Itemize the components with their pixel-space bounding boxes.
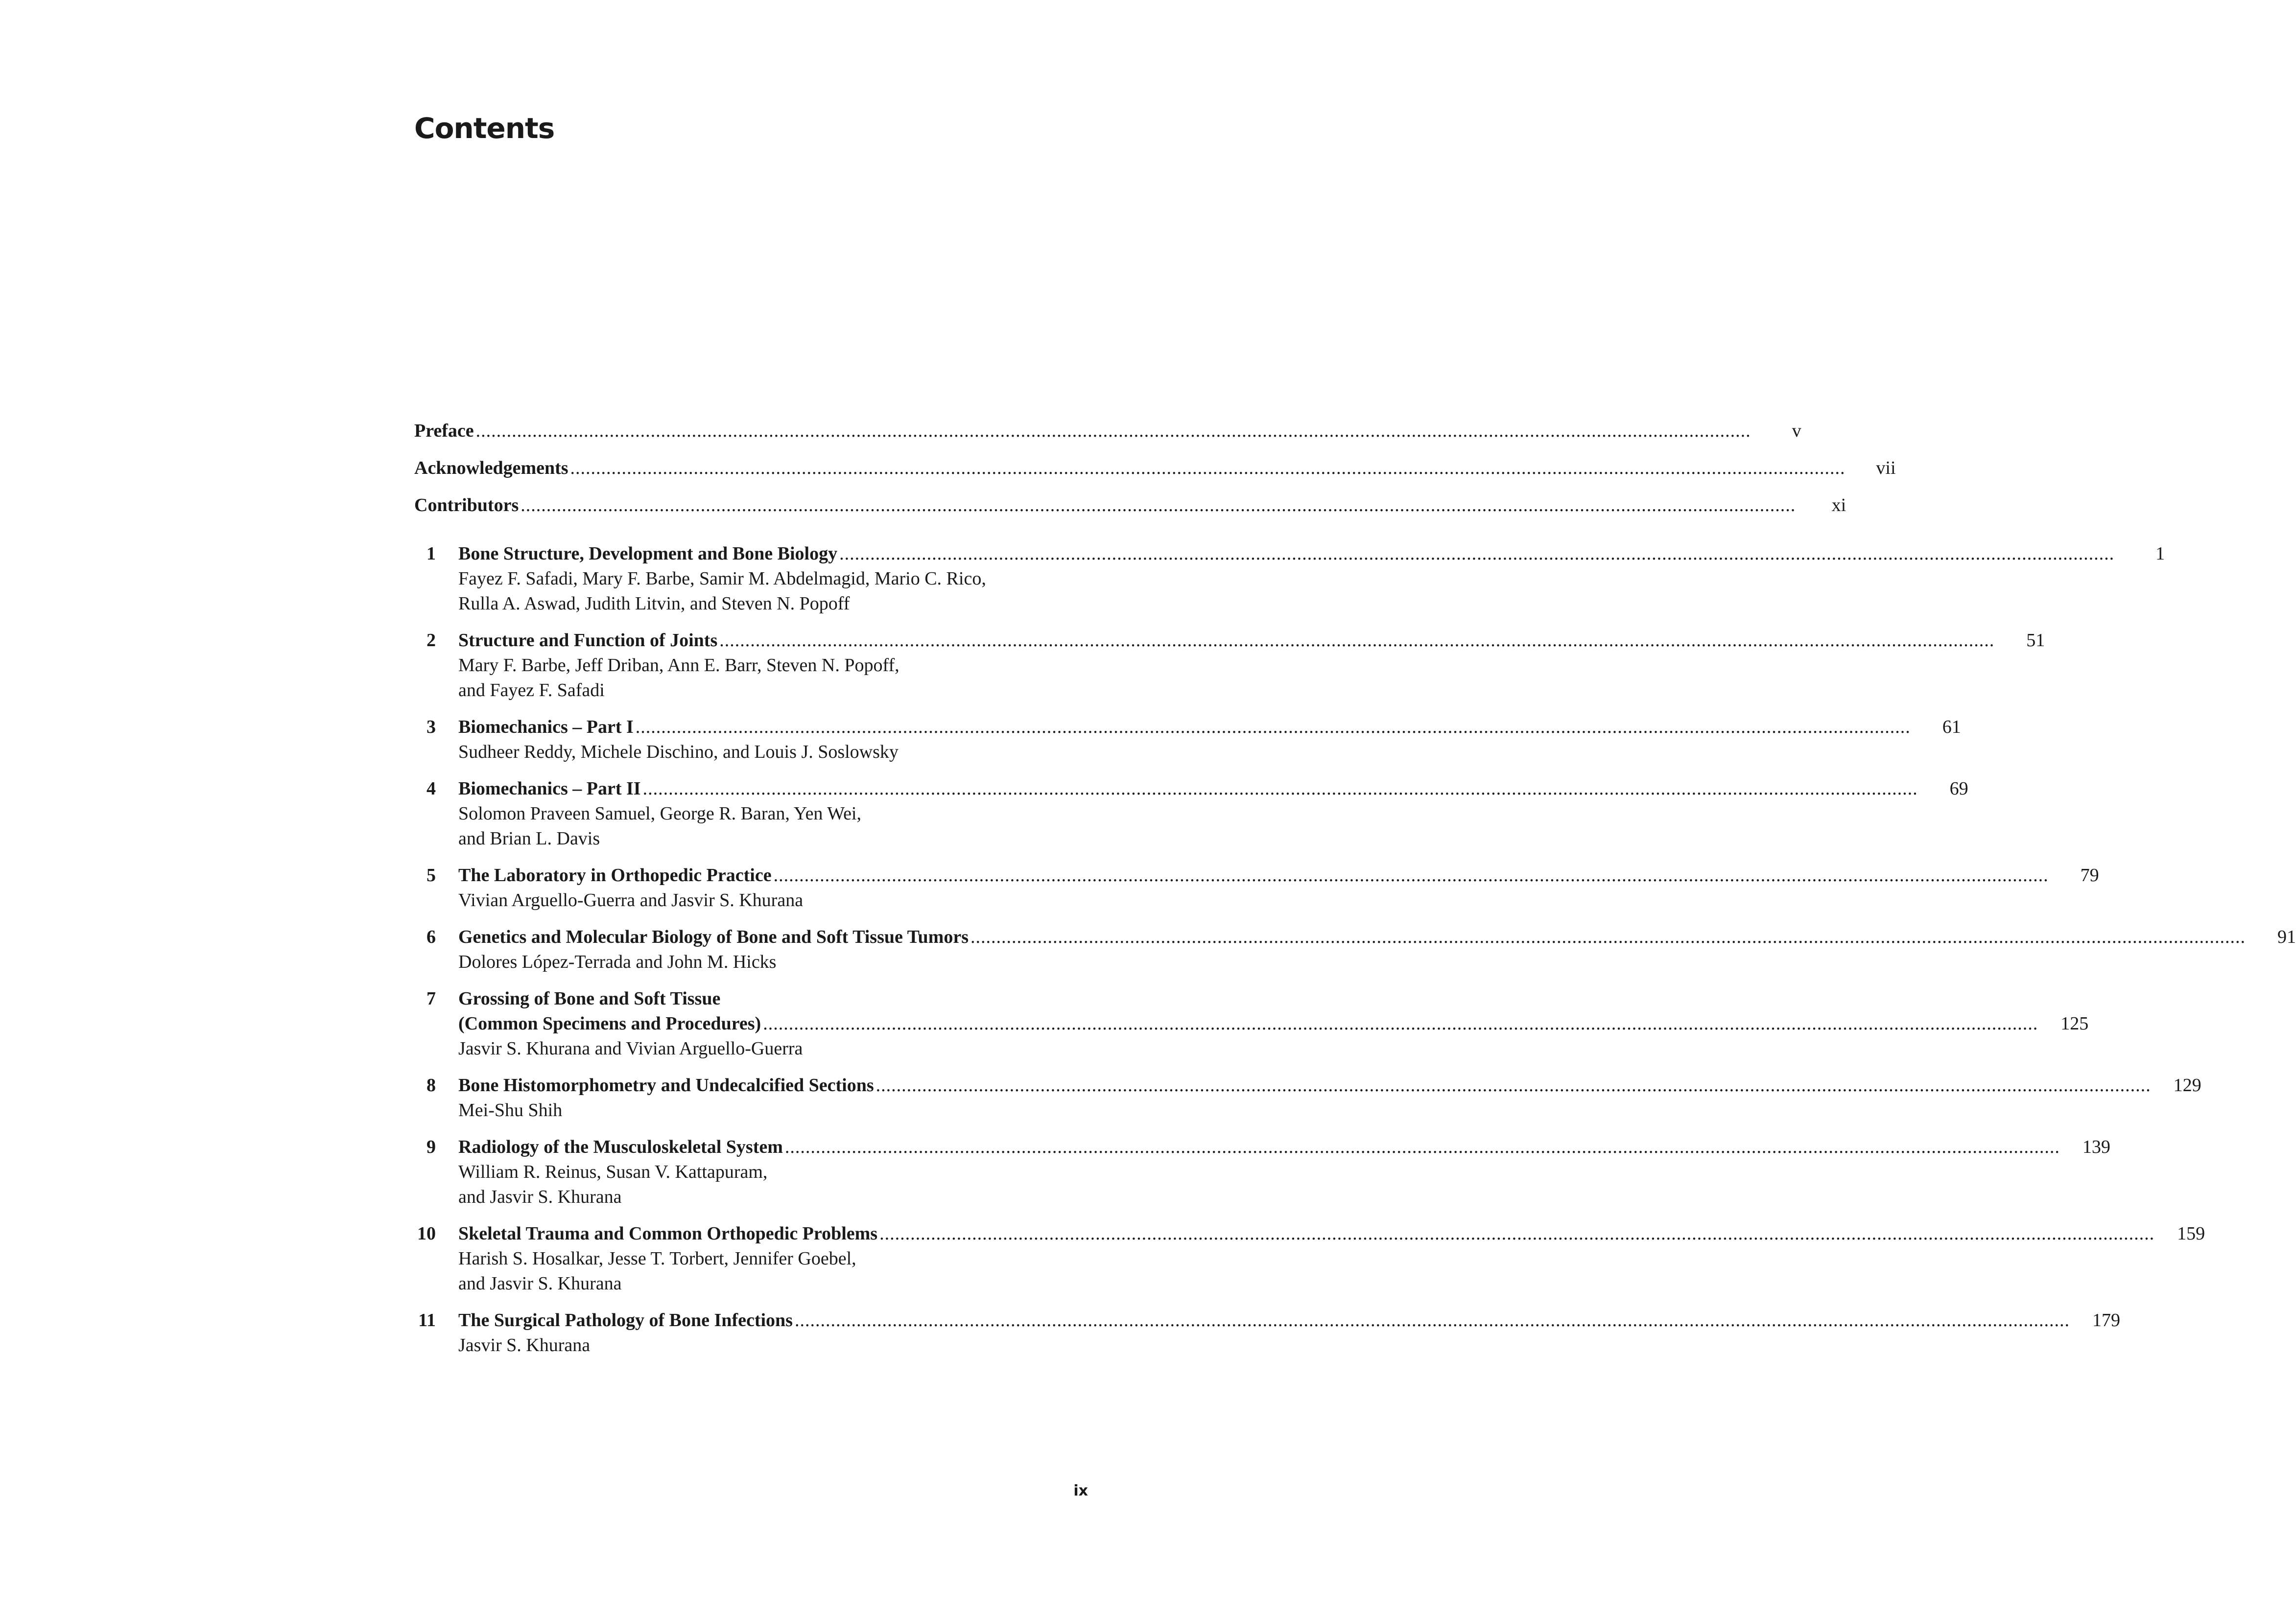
chapter-body: [458, 628, 2045, 703]
chapter-body: [458, 776, 1968, 851]
toc-entry-title: Preface: [414, 421, 474, 441]
dot-leader: [570, 456, 1846, 481]
chapter-authors: Solomon Praveen Samuel, George R. Baran, Yen Wei,: [458, 803, 861, 824]
chapter-authors: Jasvir S. Khurana and Vivian Arguello-Guerra: [458, 1038, 803, 1059]
chapter-title-line: [458, 925, 2296, 950]
toc-chapter-1[interactable]: [414, 541, 2165, 616]
chapter-title-line: [458, 541, 2165, 566]
toc-page-number: 129: [2173, 1075, 2201, 1096]
toc-page-number: 1: [2155, 543, 2165, 564]
chapter-body: [458, 1308, 2120, 1358]
chapter-title-line: [458, 986, 2088, 1011]
chapter-title: Biomechanics – Part II: [458, 778, 641, 799]
chapter-number: 6: [426, 927, 436, 947]
chapter-title: Biomechanics – Part I: [458, 717, 634, 737]
chapter-authors: Mei-Shu Shih: [458, 1100, 563, 1121]
toc-chapter-2[interactable]: [414, 628, 2045, 703]
chapter-number: 3: [426, 717, 436, 737]
toc-page-number: 69: [1949, 778, 1968, 799]
dot-leader: [476, 419, 1751, 444]
chapter-authors: Harish S. Hosalkar, Jesse T. Torbert, Jennifer Goebel,: [458, 1248, 856, 1269]
toc-chapter-11[interactable]: [414, 1308, 2120, 1358]
toc-page-number: 159: [2177, 1223, 2205, 1244]
chapter-title: (Common Specimens and Procedures): [458, 1013, 761, 1034]
chapter-authors: Mary F. Barbe, Jeff Driban, Ann E. Barr, Steven N. Popoff,: [458, 655, 899, 676]
chapter-body: [458, 925, 2296, 975]
toc-chapter-10[interactable]: [414, 1221, 2205, 1296]
chapter-number: 8: [426, 1075, 436, 1096]
chapter-title-line: [458, 1221, 2205, 1246]
chapter-number: 4: [426, 778, 436, 799]
chapter-authors: and Jasvir S. Khurana: [458, 1273, 622, 1294]
toc-entry-preface[interactable]: [414, 419, 1801, 444]
chapter-number: 9: [426, 1137, 436, 1157]
chapter-title-first-line: Grossing of Bone and Soft Tissue: [458, 988, 721, 1009]
dot-leader: [785, 1135, 2060, 1160]
chapter-title: The Laboratory in Orthopedic Practice: [458, 865, 772, 886]
chapter-authors: and Jasvir S. Khurana: [458, 1187, 622, 1207]
toc-page-number: 139: [2082, 1137, 2110, 1157]
chapter-title: Skeletal Trauma and Common Orthopedic Problems: [458, 1223, 878, 1244]
dot-leader: [839, 541, 2114, 566]
dot-leader: [719, 628, 1994, 653]
chapter-title-line: [458, 1011, 2088, 1036]
dot-leader: [643, 776, 1918, 801]
chapter-authors: Sudheer Reddy, Michele Dischino, and Louis J. Soslowsky: [458, 742, 899, 762]
chapter-authors: Dolores López-Terrada and John M. Hicks: [458, 952, 777, 972]
chapter-number: 7: [426, 988, 436, 1009]
chapter-authors: Vivian Arguello-Guerra and Jasvir S. Khurana: [458, 890, 804, 911]
chapter-title: Genetics and Molecular Biology of Bone and Soft Tissue Tumors: [458, 927, 969, 947]
folio-page-number: ix: [1073, 1482, 1088, 1499]
chapter-body: [458, 541, 2165, 616]
dot-leader: [970, 925, 2246, 950]
toc-page-number: 79: [2080, 865, 2099, 886]
toc-entry-acknowledgements[interactable]: [414, 456, 1896, 481]
chapter-title: Bone Structure, Development and Bone Biology: [458, 543, 838, 564]
chapter-number: 2: [426, 630, 436, 651]
chapter-authors: and Brian L. Davis: [458, 828, 600, 849]
toc-chapter-5[interactable]: [414, 863, 2099, 913]
chapter-authors: William R. Reinus, Susan V. Kattapuram,: [458, 1162, 768, 1182]
page-title: Contents: [414, 112, 555, 145]
dot-leader: [636, 715, 1911, 740]
chapter-number: 10: [417, 1223, 436, 1244]
toc-entry-title: Acknowledgements: [414, 458, 568, 478]
dot-leader: [521, 493, 1796, 518]
toc-chapter-9[interactable]: [414, 1135, 2110, 1210]
toc-page-number: vii: [1876, 458, 1896, 478]
chapter-body: [458, 986, 2088, 1061]
table-of-contents: [414, 419, 2296, 1370]
chapter-title-line: [458, 715, 1961, 740]
toc-chapter-3[interactable]: [414, 715, 1961, 765]
toc-page-number: 61: [1942, 717, 1961, 737]
toc-page-number: 91: [2277, 927, 2296, 947]
toc-chapter-7[interactable]: [414, 986, 2089, 1061]
dot-leader: [774, 863, 2049, 888]
chapter-authors: Rulla A. Aswad, Judith Litvin, and Steven N. Popoff: [458, 593, 850, 614]
toc-page-number: 51: [2026, 630, 2045, 651]
toc-chapter-4[interactable]: [414, 776, 1968, 851]
chapter-body: [458, 1073, 2201, 1123]
chapter-body: [458, 1135, 2110, 1210]
dot-leader: [763, 1011, 2038, 1036]
chapter-number: 5: [426, 865, 436, 886]
chapter-title-line: [458, 1135, 2110, 1160]
chapter-authors: Fayez F. Safadi, Mary F. Barbe, Samir M. Abdelmagid, Mario C. Rico,: [458, 568, 986, 589]
chapter-title: Bone Histomorphometry and Undecalcified Sections: [458, 1075, 874, 1096]
chapter-authors: Jasvir S. Khurana: [458, 1335, 591, 1356]
chapter-title-line: [458, 776, 1968, 801]
toc-page-number: 125: [2060, 1013, 2089, 1034]
toc-page-number: xi: [1831, 495, 1846, 515]
chapter-title-line: [458, 863, 2099, 888]
chapter-title: Structure and Function of Joints: [458, 630, 718, 651]
toc-chapter-8[interactable]: [414, 1073, 2201, 1123]
dot-leader: [879, 1221, 2154, 1246]
toc-page-number: v: [1792, 421, 1801, 441]
chapter-body: [458, 863, 2099, 913]
chapter-number: 11: [418, 1310, 436, 1331]
chapter-title-line: [458, 1073, 2201, 1098]
chapter-title-line: [458, 628, 2045, 653]
dot-leader: [876, 1073, 2151, 1098]
toc-entry-contributors[interactable]: [414, 493, 1846, 518]
toc-entry-title: Contributors: [414, 495, 519, 515]
chapter-body: [458, 1221, 2205, 1296]
chapter-title-line: [458, 1308, 2120, 1333]
chapter-body: [458, 715, 1961, 765]
chapter-title: Radiology of the Musculoskeletal System: [458, 1137, 783, 1157]
toc-page-number: 179: [2092, 1310, 2120, 1331]
chapter-authors: and Fayez F. Safadi: [458, 680, 605, 701]
toc-chapter-6[interactable]: [414, 925, 2296, 975]
chapter-number: 1: [426, 543, 436, 564]
dot-leader: [795, 1308, 2070, 1333]
chapter-title: The Surgical Pathology of Bone Infections: [458, 1310, 793, 1331]
